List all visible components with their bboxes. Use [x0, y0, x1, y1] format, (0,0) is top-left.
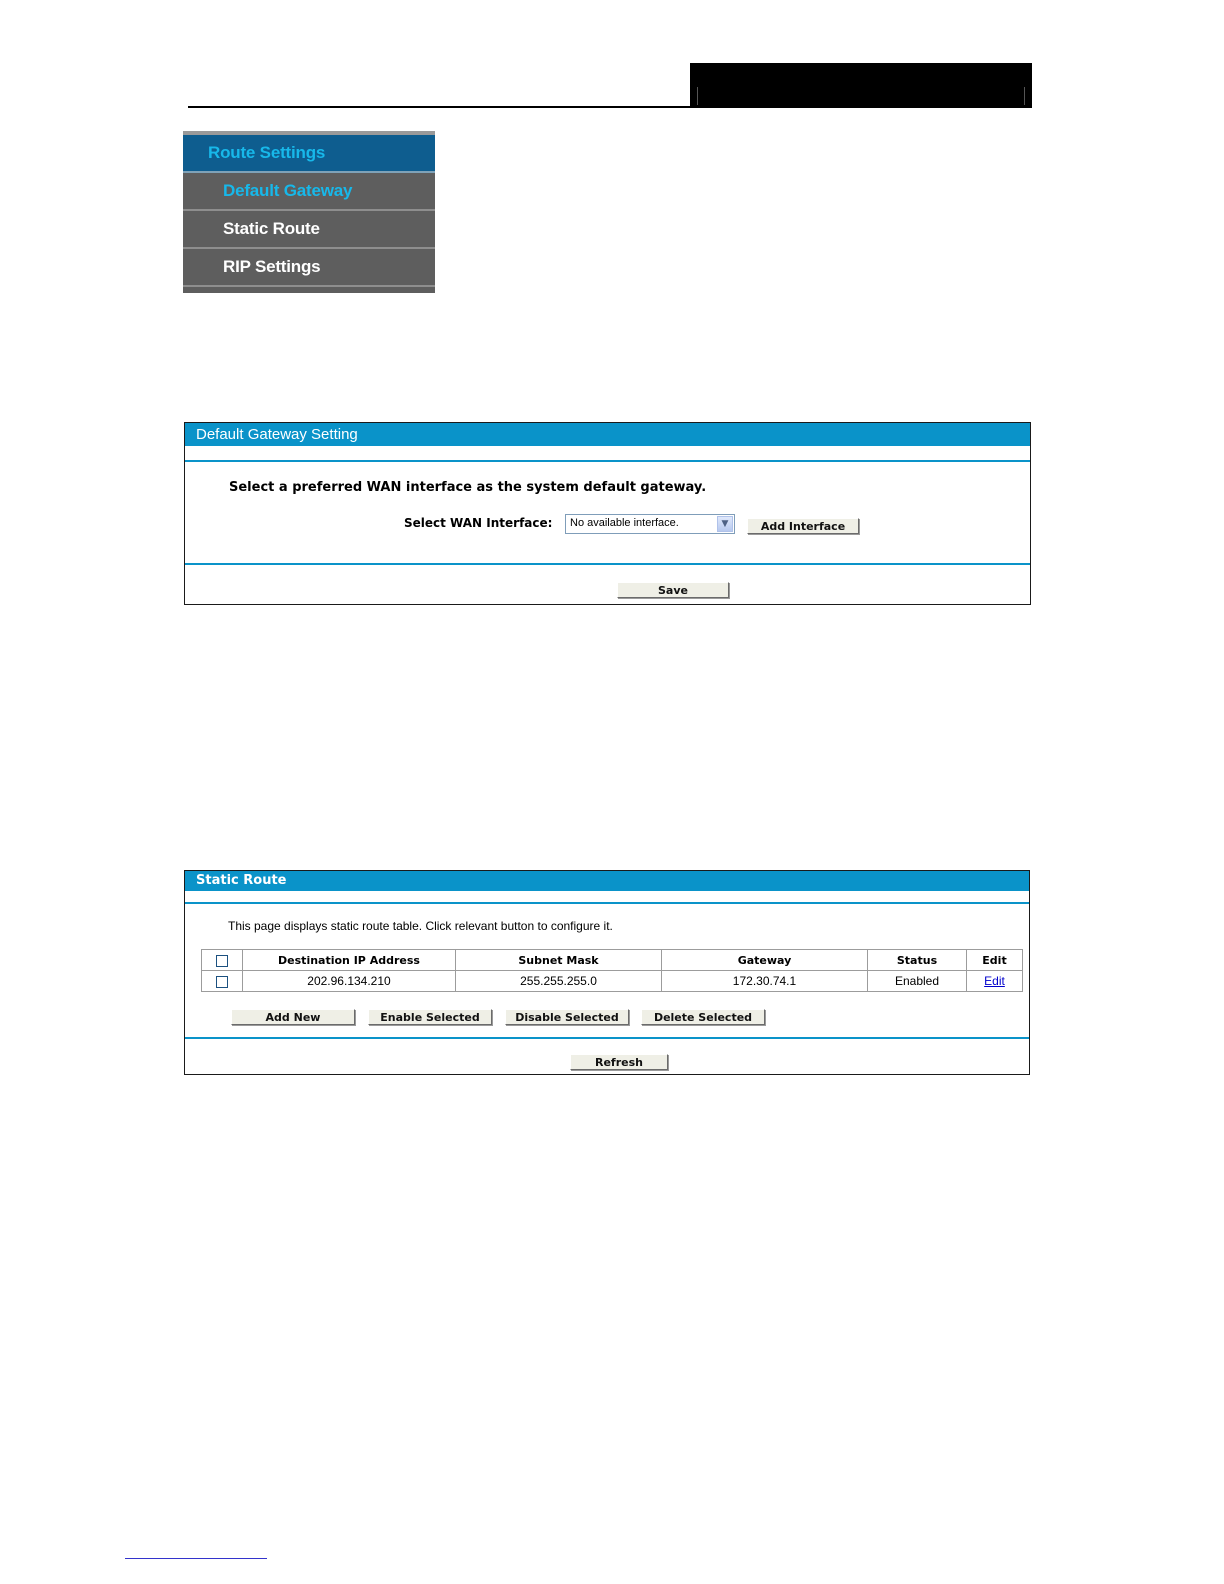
- refresh-button[interactable]: Refresh: [570, 1054, 668, 1070]
- header-box-divider-right: [1024, 87, 1025, 105]
- menu-item-static-route[interactable]: Static Route: [183, 211, 435, 249]
- delete-selected-button[interactable]: Delete Selected: [641, 1009, 765, 1025]
- panel-separator: [185, 460, 1030, 462]
- default-gateway-panel: [184, 422, 1031, 605]
- select-all-checkbox[interactable]: [216, 955, 228, 967]
- static-route-table: [201, 949, 1023, 992]
- subnet-mask-cell: 255.255.255.0: [456, 971, 662, 992]
- row-checkbox[interactable]: [216, 976, 228, 988]
- table-row: [202, 971, 1023, 992]
- disable-selected-button[interactable]: Disable Selected: [505, 1009, 629, 1025]
- menu-item-default-gateway[interactable]: Default Gateway: [183, 173, 435, 211]
- column-header: Gateway: [662, 950, 868, 971]
- panel-separator: [185, 563, 1030, 565]
- panel-separator: [185, 1037, 1029, 1039]
- row-select-cell: [202, 971, 243, 992]
- save-button[interactable]: Save: [617, 582, 729, 598]
- header-box-divider-left: [697, 87, 698, 105]
- menu-header-route-settings[interactable]: Route Settings: [183, 135, 435, 173]
- enable-selected-button[interactable]: Enable Selected: [368, 1009, 492, 1025]
- wan-interface-label: Select WAN Interface:: [404, 516, 553, 530]
- column-header: Edit: [967, 950, 1023, 971]
- static-route-panel: [184, 870, 1030, 1075]
- page-header-rule: [188, 106, 1032, 108]
- panel-title: Static Route: [185, 871, 1029, 891]
- gateway-description: Select a preferred WAN interface as the system default gateway.: [229, 480, 707, 495]
- table-header-row: [202, 950, 1023, 971]
- page-header-box: [690, 63, 1032, 108]
- chevron-down-icon[interactable]: ▼: [717, 516, 733, 532]
- status-cell: Enabled: [868, 971, 967, 992]
- menu-item-rip-settings[interactable]: RIP Settings: [183, 249, 435, 287]
- add-interface-button[interactable]: Add Interface: [747, 518, 859, 534]
- edit-link[interactable]: Edit: [984, 974, 1005, 988]
- panel-separator: [185, 902, 1029, 904]
- edit-cell: [967, 971, 1023, 992]
- gateway-cell: 172.30.74.1: [662, 971, 868, 992]
- column-header: Destination IP Address: [243, 950, 456, 971]
- footer-link-underline: [125, 1558, 267, 1559]
- static-route-description: This page displays static route table. Click relevant button to configure it.: [228, 919, 613, 933]
- column-header: Status: [868, 950, 967, 971]
- route-settings-menu: [183, 131, 435, 293]
- wan-interface-select[interactable]: [565, 514, 735, 534]
- wan-interface-select-value: No available interface.: [570, 517, 679, 529]
- select-all-cell: [202, 950, 243, 971]
- add-new-button[interactable]: Add New: [231, 1009, 355, 1025]
- panel-title: Default Gateway Setting: [185, 423, 1030, 446]
- column-header: Subnet Mask: [456, 950, 662, 971]
- destination-ip-cell: 202.96.134.210: [243, 971, 456, 992]
